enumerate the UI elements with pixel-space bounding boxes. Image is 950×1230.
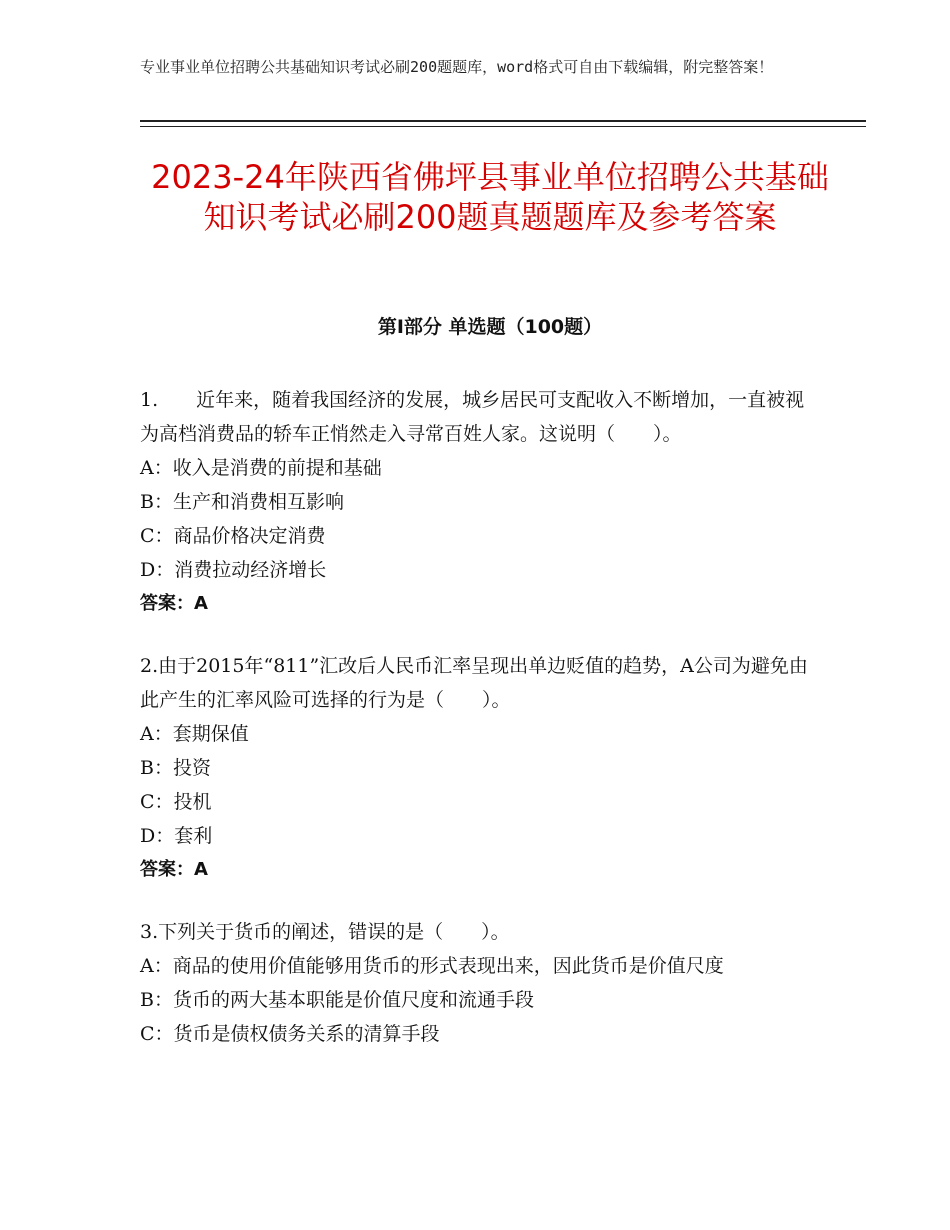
option-b: B：投资 [140,757,211,779]
option-a: A：商品的使用价值能够用货币的形式表现出来，因此货币是价值尺度 [140,955,724,977]
answer: 答案：A [140,859,208,880]
answer: 答案：A [140,593,208,614]
question-list [140,383,820,1079]
question-3 [140,915,820,1051]
option-c: C：货币是债权债务关系的清算手段 [140,1023,440,1045]
option-c: C：投机 [140,791,212,813]
option-a: A：套期保值 [140,723,249,745]
question-stem: 2.由于2015年“811”汇改后人民币汇率呈现出单边贬值的趋势，A公司为避免由此产生的汇率风险可选择的行为是（ ）。 [140,655,808,711]
document-title: 2023-24年陕西省佛坪县事业单位招聘公共基础知识考试必刷200题真题题库及参考答案 [151,158,829,236]
header-rule-thin [140,126,866,127]
option-b: B：生产和消费相互影响 [140,491,344,513]
header-note: 专业事业单位招聘公共基础知识考试必刷200题题库，word格式可自由下载编辑，附完整答案！ [140,58,774,76]
option-c: C：商品价格决定消费 [140,525,326,547]
header-rule-thick [140,120,866,122]
option-d: D：消费拉动经济增长 [140,559,327,581]
option-a: A：收入是消费的前提和基础 [140,457,382,479]
question-stem: 3.下列关于货币的阐述，错误的是（ ）。 [140,921,510,943]
question-2 [140,649,820,887]
section-title: 第Ⅰ部分 单选题（100题） [377,316,603,338]
option-b: B：货币的两大基本职能是价值尺度和流通手段 [140,989,534,1011]
question-stem: 1. 近年来，随着我国经济的发展，城乡居民可支配收入不断增加，一直被视为高档消费品的轿车正悄然走入寻常百姓人家。这说明（ ）。 [140,389,805,445]
option-d: D：套利 [140,825,213,847]
question-1 [140,383,820,621]
